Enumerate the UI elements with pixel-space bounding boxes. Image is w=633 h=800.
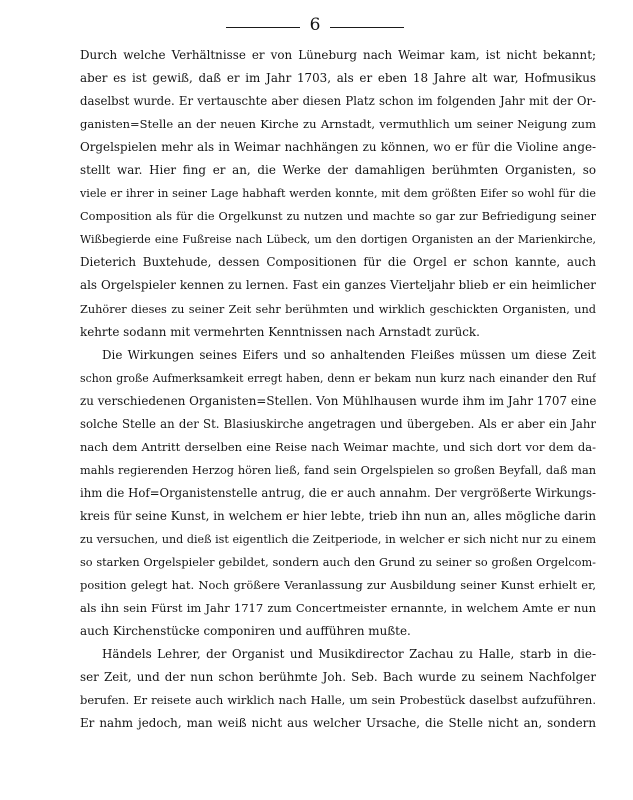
text-line: Composition als für die Orgelkunst zu nutzen und machte so gar zur Befriedigung seiner: [80, 210, 596, 224]
text-line: Dieterich Buxtehude, dessen Compositionen für die Orgel er schon kannte, auch: [80, 255, 596, 270]
text-line: Er nahm jedoch, man weiß nicht aus welcher Ursache, die Stelle nicht an, sondern: [80, 716, 596, 731]
text-line: ganisten=Stelle an der neuen Kirche zu Arnstadt, vermuthlich um seiner Neigung zum: [80, 117, 596, 132]
text-line: kehrte sodann mit vermehrten Kenntnissen nach Arnstadt zurück.: [80, 324, 480, 339]
text-line: stellt war. Hier fing er an, die Werke der damahligen berühmten Organisten, so: [80, 163, 596, 178]
text-line: zu versuchen, und dieß ist eigentlich die Zeitperiode, in welcher er sich nicht nur zu einem: [80, 532, 596, 546]
header-rule-left: [226, 27, 300, 28]
text-line: als Orgelspieler kennen zu lernen. Fast ein ganzes Vierteljahr blieb er ein heimlicher: [80, 278, 596, 293]
body-text: [80, 44, 596, 735]
text-line: nach dem Antritt derselben eine Reise nach Weimar machte, und sich dort vor dem da-: [80, 439, 596, 454]
text-line: ihm die Hof=Organistenstelle antrug, die er auch annahm. Der vergrößerte Wirkungs-: [80, 485, 596, 500]
text-line: als ihn sein Fürst im Jahr 1717 zum Concertmeister ernannte, in welchem Amte er nun: [80, 601, 596, 616]
page-header: [0, 14, 633, 36]
text-line: zu verschiedenen Organisten=Stellen. Von Mühlhausen wurde ihm im Jahr 1707 eine: [80, 393, 596, 408]
text-line: ser Zeit, und der nun schon berühmte Joh. Seb. Bach wurde zu seinem Nachfolger: [80, 670, 596, 685]
text-line: Die Wirkungen seines Eifers und so anhaltenden Fleißes müssen um diese Zeit: [102, 347, 596, 362]
text-line: aber es ist gewiß, daß er im Jahr 1703, als er eben 18 Jahre alt war, Hofmusikus: [80, 71, 596, 86]
text-line: daselbst wurde. Er vertauschte aber diesen Platz schon im folgenden Jahr mit der Or-: [80, 94, 596, 109]
text-line: Wißbegierde eine Fußreise nach Lübeck, um den dortigen Organisten an der Marienkirche,: [80, 233, 596, 247]
text-line: auch Kirchenstücke componiren und aufführen mußte.: [80, 624, 411, 639]
text-line: so starken Orgelspieler gebildet, sondern auch den Grund zu seiner so großen Orgelcom-: [80, 556, 596, 570]
text-line: berufen. Er reisete auch wirklich nach Halle, um sein Probestück daselbst aufzuführen.: [80, 693, 596, 708]
text-line: Händels Lehrer, der Organist und Musikdirector Zachau zu Halle, starb in die-: [102, 647, 596, 662]
text-line: kreis für seine Kunst, in welchem er hier lebte, trieb ihn nun an, alles mögliche darin: [80, 508, 596, 523]
text-line: solche Stelle an der St. Blasiuskirche angetragen und übergeben. Als er aber ein Jahr: [80, 416, 596, 431]
text-line: Durch welche Verhältnisse er von Lüneburg nach Weimar kam, ist nicht bekannt;: [80, 48, 596, 62]
text-line: schon große Aufmerksamkeit erregt haben, denn er bekam nun kurz nach einander den Ruf: [80, 371, 596, 385]
text-line: Orgelspielen mehr als in Weimar nachhängen zu können, wo er für die Violine ange-: [80, 140, 596, 155]
text-line: Zuhörer dieses zu seiner Zeit sehr berühmten und wirklich geschickten Organisten, und: [80, 302, 596, 316]
page-number: 6: [309, 15, 321, 35]
header-rule-right: [330, 27, 404, 28]
text-line: position gelegt hat. Noch größere Veranlassung zur Ausbildung seiner Kunst erhielt er,: [80, 578, 596, 593]
text-line: viele er ihrer in seiner Lage habhaft werden konnte, mit dem größten Eifer so wohl für die: [80, 187, 596, 201]
text-line: mahls regierenden Herzog hören ließ, fand sein Orgelspielen so großen Beyfall, daß man: [80, 463, 596, 477]
